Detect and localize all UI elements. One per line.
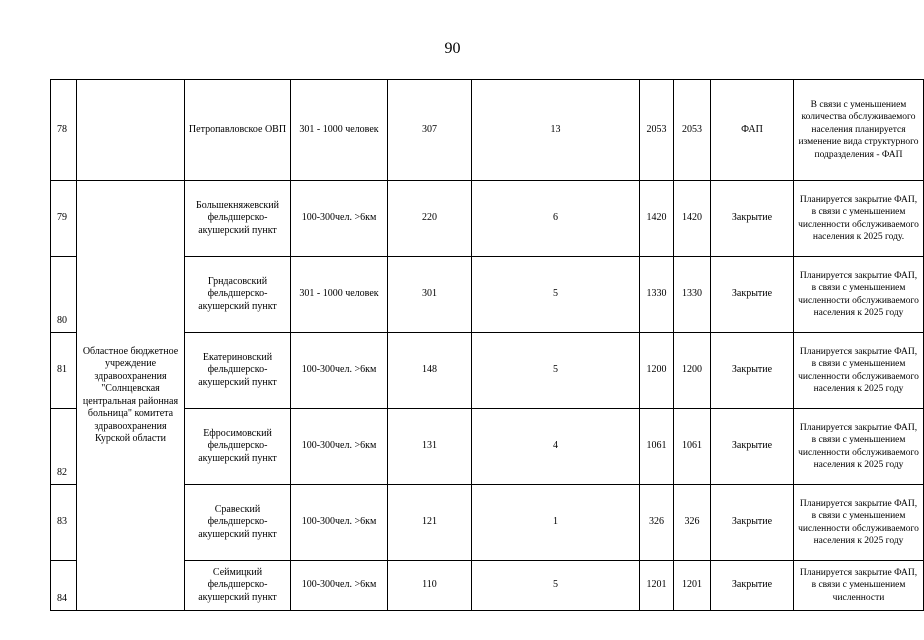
distance-value: 1 [472,485,640,561]
organization-name: Областное бюджетное учреждение здравоохранения "Солнцевская центральная районная больница" комитета здравоохранения Курской области [77,181,185,611]
value-1: 1200 [640,333,674,409]
value-2: 2053 [674,80,711,181]
value-1: 1201 [640,561,674,611]
population-category: 100-300чел. >6км [291,561,388,611]
value-2: 1330 [674,257,711,333]
distance-value: 5 [472,333,640,409]
distance-value: 6 [472,181,640,257]
value-2: 1201 [674,561,711,611]
planned-action: Закрытие [711,409,794,485]
row-number: 78 [51,80,77,181]
planned-action: Закрытие [711,561,794,611]
facility-name: Ефросимовский фельдшерско-акушерский пункт [185,409,291,485]
distance-value: 13 [472,80,640,181]
row-number: 82 [51,409,77,485]
facility-name: Большекняжевский фельдшерско-акушерский пункт [185,181,291,257]
planned-action: Закрытие [711,333,794,409]
note-text: Планируется закрытие ФАП, в связи с уменьшением численности обслуживаемого населения к 2025 году [794,333,924,409]
value-1: 2053 [640,80,674,181]
population-category: 301 - 1000 человек [291,257,388,333]
served-population: 110 [388,561,472,611]
served-population: 121 [388,485,472,561]
value-1: 1330 [640,257,674,333]
value-1: 1061 [640,409,674,485]
facility-name: Петропавловское ОВП [185,80,291,181]
facility-name: Екатериновский фельдшерско-акушерский пункт [185,333,291,409]
facility-name: Сравеский фельдшерско-акушерский пункт [185,485,291,561]
population-category: 100-300чел. >6км [291,333,388,409]
value-2: 1200 [674,333,711,409]
planned-action: Закрытие [711,257,794,333]
population-category: 100-300чел. >6км [291,485,388,561]
note-text: Планируется закрытие ФАП, в связи с уменьшением численности обслуживаемого населения к 2025 году. [794,181,924,257]
distance-value: 4 [472,409,640,485]
value-1: 1420 [640,181,674,257]
value-2: 1061 [674,409,711,485]
planned-action: Закрытие [711,485,794,561]
population-category: 100-300чел. >6км [291,409,388,485]
facility-name: Грндасовский фельдшерско-акушерский пункт [185,257,291,333]
facilities-table [50,79,924,611]
row-number: 84 [51,561,77,611]
population-category: 301 - 1000 человек [291,80,388,181]
row-number: 80 [51,257,77,333]
table-row [51,80,924,181]
table-row [51,181,924,257]
note-text: Планируется закрытие ФАП, в связи с уменьшением численности обслуживаемого населения к 2025 году [794,257,924,333]
page-number: 90 [444,40,461,57]
population-category: 100-300чел. >6км [291,181,388,257]
distance-value: 5 [472,257,640,333]
planned-action: ФАП [711,80,794,181]
row-number: 83 [51,485,77,561]
served-population: 307 [388,80,472,181]
value-2: 1420 [674,181,711,257]
served-population: 131 [388,409,472,485]
facility-name: Сеймицкий фельдшерско-акушерский пункт [185,561,291,611]
row-number: 81 [51,333,77,409]
value-1: 326 [640,485,674,561]
note-text: Планируется закрытие ФАП, в связи с уменьшением численности обслуживаемого населения к 2025 году [794,409,924,485]
note-text: Планируется закрытие ФАП, в связи с уменьшением численности [794,561,924,611]
value-2: 326 [674,485,711,561]
note-text: В связи с уменьшением количества обслуживаемого населения планируется изменение вида структурного подразделения - ФАП [794,80,924,181]
served-population: 301 [388,257,472,333]
served-population: 148 [388,333,472,409]
distance-value: 5 [472,561,640,611]
planned-action: Закрытие [711,181,794,257]
served-population: 220 [388,181,472,257]
note-text: Планируется закрытие ФАП, в связи с уменьшением численности обслуживаемого населения к 2025 году [794,485,924,561]
row-number: 79 [51,181,77,257]
